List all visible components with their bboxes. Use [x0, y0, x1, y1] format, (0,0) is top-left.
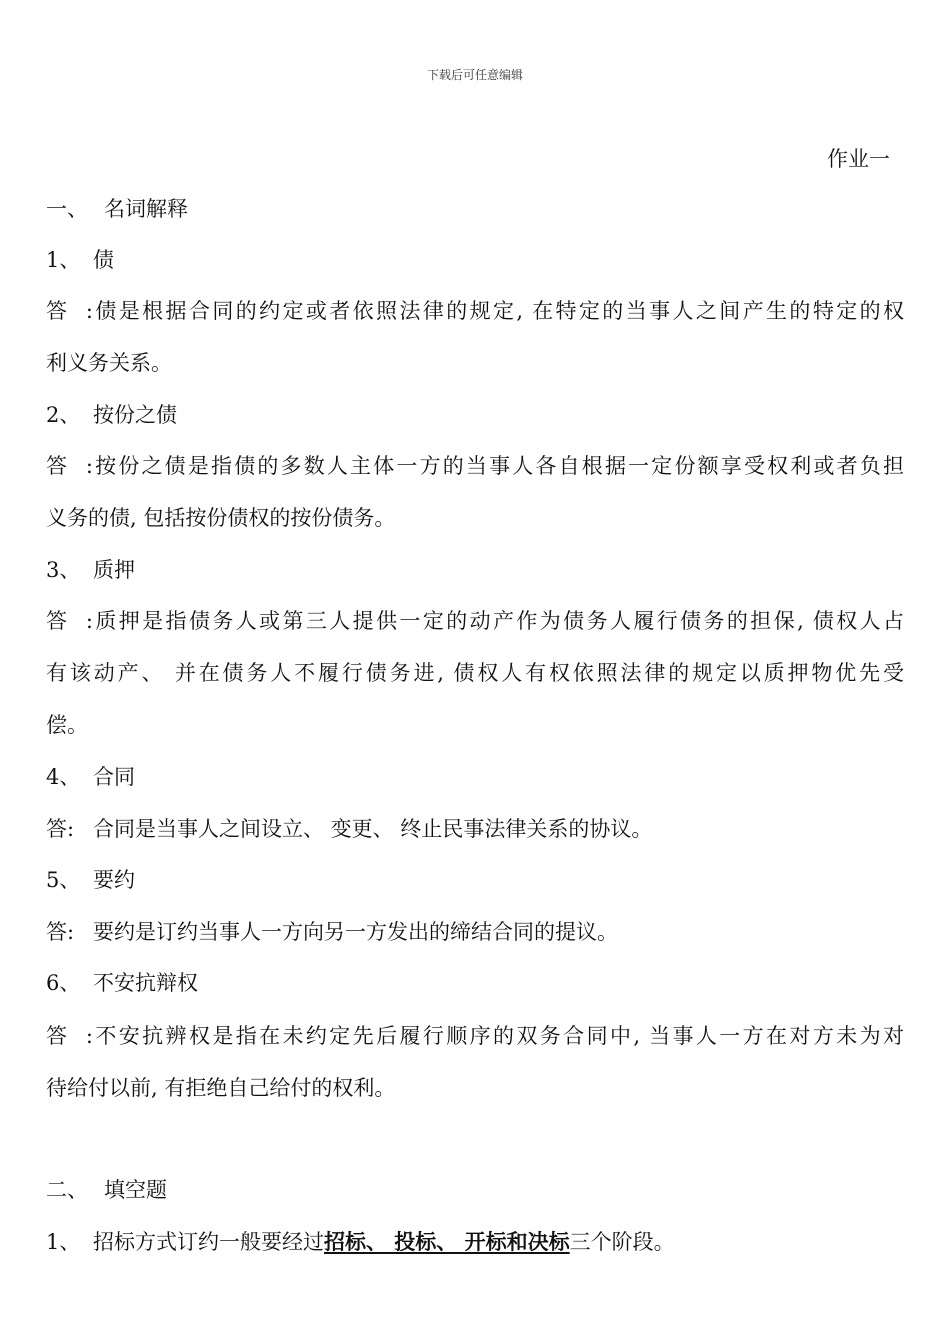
term-heading — [46, 402, 177, 428]
answer-prefix: 答: — [46, 817, 75, 841]
answer-blank: 招标、 投标、 开标和决标 — [324, 1229, 570, 1254]
answer-line — [46, 298, 904, 324]
term-title: 质押 — [93, 558, 135, 582]
term-heading — [46, 970, 198, 996]
question-text-after: 三个阶段。 — [569, 1230, 675, 1254]
answer-prefix: 答: — [46, 299, 93, 323]
term-number: 4、 — [46, 765, 81, 789]
answer-text: 不安抗辨权是指在未约定先后履行顺序的双务合同中, 当事人一方在对方未为对 — [93, 1024, 904, 1048]
section-number: 一、 — [46, 197, 88, 221]
answer-line — [46, 816, 652, 842]
term-number: 6、 — [46, 971, 81, 995]
answer-text: 合同是当事人之间设立、 变更、 终止民事法律关系的协议。 — [93, 817, 653, 841]
answer-line — [46, 608, 904, 634]
term-heading — [46, 247, 114, 273]
term-number: 3、 — [46, 558, 81, 582]
term-heading — [46, 764, 135, 790]
answer-prefix: 答: — [46, 454, 93, 478]
answer-line: 待给付以前, 有拒绝自己给付的权利。 — [46, 1076, 396, 1100]
section-title: 填空题 — [104, 1178, 167, 1202]
section-title: 名词解释 — [104, 197, 188, 221]
fill-in-question — [46, 1229, 675, 1255]
answer-prefix: 答: — [46, 1024, 93, 1048]
answer-text: 要约是订约当事人一方向另一方发出的缔结合同的提议。 — [93, 920, 618, 944]
answer-text: 质押是指债务人或第三人提供一定的动产作为债务人履行债务的担保, 债权人占 — [93, 609, 904, 633]
answer-line: 义务的债, 包括按份债权的按份债务。 — [46, 506, 396, 530]
answer-prefix: 答: — [46, 609, 93, 633]
answer-line: 利义务关系。 — [46, 351, 172, 375]
answer-prefix: 答: — [46, 920, 75, 944]
doc-title: 作业一 — [827, 147, 890, 171]
term-title: 合同 — [93, 765, 135, 789]
term-heading — [46, 867, 135, 893]
question-number: 1、 — [46, 1230, 81, 1254]
header-note: 下载后可任意编辑 — [426, 68, 523, 82]
section-heading-2 — [46, 1177, 167, 1203]
term-title: 不安抗辩权 — [93, 971, 198, 995]
term-title: 债 — [93, 248, 114, 272]
answer-line — [46, 919, 618, 945]
question-text-before: 招标方式订约一般要经过 — [93, 1230, 324, 1254]
section-heading-1 — [46, 196, 188, 222]
answer-line: 偿。 — [46, 713, 88, 737]
answer-line — [46, 1023, 904, 1049]
section-number: 二、 — [46, 1178, 88, 1202]
term-number: 5、 — [46, 868, 81, 892]
term-title: 要约 — [93, 868, 135, 892]
answer-line — [46, 453, 904, 479]
term-title: 按份之债 — [93, 403, 177, 427]
term-heading — [46, 557, 135, 583]
term-number: 1、 — [46, 248, 81, 272]
answer-line: 有该动产、 并在债务人不履行债务进, 债权人有权依照法律的规定以质押物优先受 — [46, 661, 904, 685]
term-number: 2、 — [46, 403, 81, 427]
answer-text: 债是根据合同的约定或者依照法律的规定, 在特定的当事人之间产生的特定的权 — [93, 299, 904, 323]
answer-text: 按份之债是指债的多数人主体一方的当事人各自根据一定份额享受权利或者负担 — [93, 454, 904, 478]
